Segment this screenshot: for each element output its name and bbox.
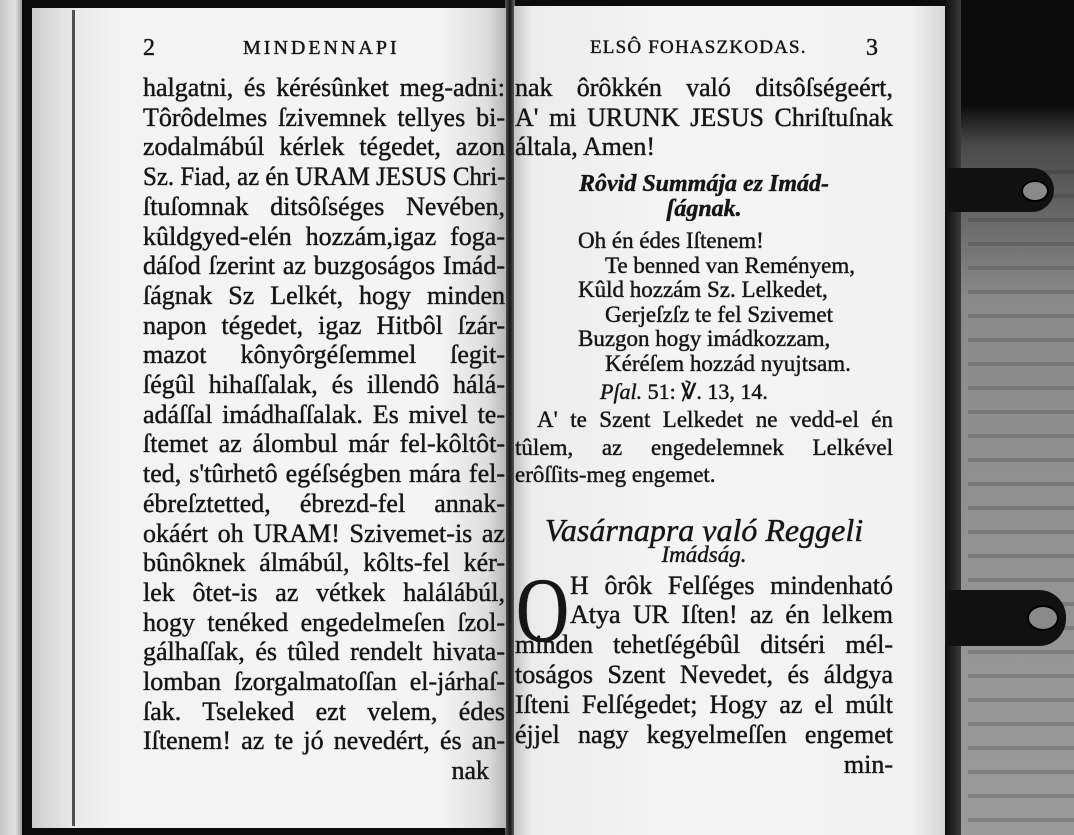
text-line: tûlem, az engedelemnek Lelkével	[515, 434, 893, 460]
text-line: ſágnak Sz Lelkét, hogy minden	[143, 280, 505, 310]
verse-line: Kûld hozzám Sz. Lelkedet,	[578, 277, 828, 303]
catchword: min-	[843, 750, 893, 779]
verse-line: Te benned van Reményem,	[605, 252, 856, 278]
text-line: ſak. Tseleked ezt velem, édes	[143, 696, 505, 726]
verse-stanza	[578, 229, 898, 377]
text-line: lomban ſzorgalmatoſſan el-járhaſ-	[143, 667, 505, 697]
text-line: hogy tenéked engedelmeſen ſzol-	[143, 607, 505, 637]
verse-line: Kéréſem hozzád nyujtsam.	[605, 350, 851, 376]
catchword: nak	[451, 756, 489, 786]
heading-line: ſágnak.	[666, 196, 742, 222]
text-line: általa, Amen!	[515, 132, 656, 161]
page-number: 3	[866, 35, 878, 61]
text-line: gálhaſſak, és tûled rendelt hivata-	[143, 637, 505, 667]
clasp-hole	[1021, 180, 1049, 202]
text-line: kûldgyed-elén hozzám,igaz foga-	[143, 221, 505, 251]
text-line: éjjel nagy kegyelmeſſen engemet	[515, 720, 893, 749]
text-line: ted, s'tûrhetô egéſségben mára fel-	[143, 459, 505, 489]
text-line: adáſſal imádhaſſalak. Es mivel te-	[143, 399, 505, 429]
text-line: okáért oh URAM! Szivemet-is az	[143, 518, 505, 548]
right-page	[514, 6, 945, 835]
text-line: ſégûl hihaſſalak, és illendô hálá-	[143, 370, 505, 400]
text-line: Iſteni Felſégedet; Hogy az el múlt	[515, 690, 893, 719]
continued-text	[515, 73, 893, 162]
text-line: A' mi URUNK JESUS Chriſtuſnak	[515, 102, 893, 132]
text-line: zodalmábúl kérlek tégedet, azon	[143, 132, 505, 162]
page-number: 2	[143, 35, 155, 61]
text-line: halgatni, és kérésûnket meg-adni:	[143, 73, 505, 102]
text-line: nak ôrôkkén való ditsôſségeért,	[515, 73, 893, 102]
verse-line: Oh én édes Iſtenem!	[578, 228, 764, 253]
text-line: dáſod ſzerint az buzgoságos Imád-	[143, 251, 505, 281]
body-text	[143, 73, 505, 786]
text-line: Sz. Fiad, az én URAM JESUS Chri-	[143, 162, 506, 192]
prayer-subtitle: Imádság.	[661, 542, 747, 567]
text-line: lek ôtet-is az vétkek halálábúl,	[143, 577, 505, 607]
verse-line: Buzgon hogy imádkozzam,	[578, 326, 831, 352]
verse-line: Gerjeſzſz te fel Szivemet	[605, 301, 833, 327]
summary-heading	[515, 172, 893, 222]
text-line: Iſtenem! az te jó nevedért, és an-	[143, 726, 505, 756]
text-line: minden tehetſégébûl ditséri mél-	[515, 630, 893, 659]
text-line: ſtuſomnak ditsôſséges Nevében,	[143, 191, 505, 221]
text-line: ſtemet az álombul már fel-kôltôt-	[143, 429, 505, 459]
drop-cap-initial: O	[516, 559, 570, 661]
heading-line: Rôvid Summája ez Imád-	[578, 171, 830, 197]
text-line: bûnôknek álmábúl, kôlts-fel kér-	[143, 548, 505, 578]
text-line: Tôrôdelmes ſzivemnek tellyes bi-	[143, 102, 505, 132]
prayer-title: Vasárnapra való Reggeli	[544, 512, 864, 548]
text-line: napon tégedet, igaz Hitbôl ſzár-	[143, 310, 505, 340]
text-line: A' te Szent Lelkedet ne vedd-el én	[537, 407, 893, 432]
bleed-through-shading	[968, 150, 1074, 835]
page-fold-line	[72, 10, 75, 826]
psalm-verse: 51: ℣. 13, 14.	[647, 379, 768, 404]
text-line: mazot kônyôrgéſemmel ſegit-	[143, 340, 505, 370]
prayer-text-beside-initial	[570, 571, 893, 629]
psalm-text	[515, 406, 893, 489]
text-line: H ôrôk Felſéges mindenható	[570, 571, 893, 600]
text-line: erôſſits-meg engemet.	[515, 462, 716, 487]
text-line: Atya UR Iſten! az én lelkem	[570, 600, 893, 629]
left-page	[32, 8, 506, 828]
running-head: MINDENNAPI	[243, 37, 400, 59]
text-line: toságos Szent Nevedet, és áldgya	[515, 660, 893, 689]
page-edge-shadow	[945, 0, 961, 835]
text-line: ébreſztetted, ébrezd-fel annak-	[143, 488, 505, 518]
psalm-book: Pſal.	[600, 379, 643, 404]
clasp-hole	[1027, 605, 1059, 631]
psalm-reference	[600, 379, 860, 405]
prayer-text	[515, 630, 893, 750]
running-head: ELSÔ FOHASZKODAS.	[590, 37, 807, 58]
book-edge-left	[0, 0, 22, 835]
